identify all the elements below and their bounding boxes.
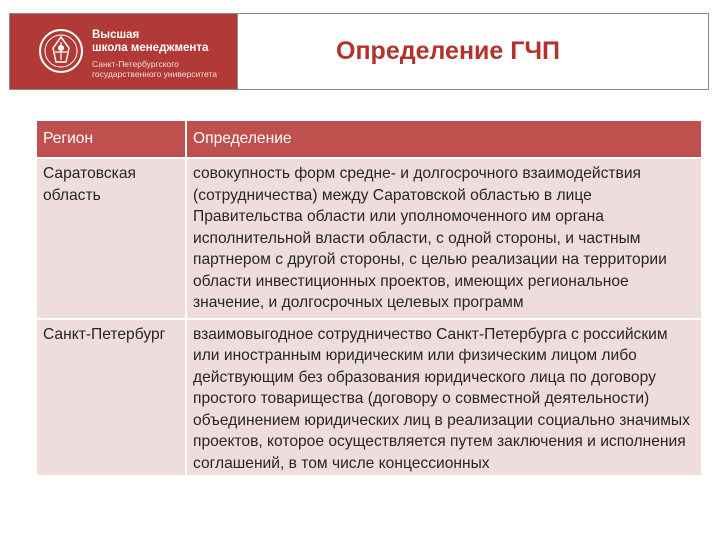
table-row [37, 158, 701, 319]
column-header-definition: Определение [186, 121, 701, 158]
definitions-table [37, 121, 701, 475]
definition-cell: взаимовыгодное сотрудничество Санкт-Петербурга с российским или иностранным юридическим или физическим лицом либо действующим без образования юридического лица по договору простого товарищества (договору о совместной деятельности) объединением юридических лиц в реализации социально значимых проектов, которое осуществляется путем заключения и исполнения соглашений, в том числе концессионных [186, 319, 701, 476]
logo-subtitle: Санкт-Петербургского государственного университета [92, 59, 218, 79]
table-header-row [37, 121, 701, 158]
definition-cell: совокупность форм средне- и долгосрочного взаимодействия (сотрудничества) между Саратовской областью в лице Правительства области или уполномоченного им органа исполнительной власти области, с одной стороны, и частным партнером с другой стороны, с целью реализации на территории области инвестиционных проектов, имеющих региональное значение, и долгосрочных целевых программ [186, 158, 701, 319]
table-row [37, 319, 701, 476]
university-logo [10, 14, 238, 89]
column-header-region: Регион [37, 121, 186, 158]
region-cell: Санкт-Петербург [37, 319, 186, 476]
logo-name: Высшая школа менеджмента [92, 29, 209, 54]
slide-header [9, 13, 709, 90]
crest-icon [38, 28, 84, 74]
region-cell: Саратовская область [37, 158, 186, 319]
page-title: Определение ГЧП [336, 37, 560, 65]
